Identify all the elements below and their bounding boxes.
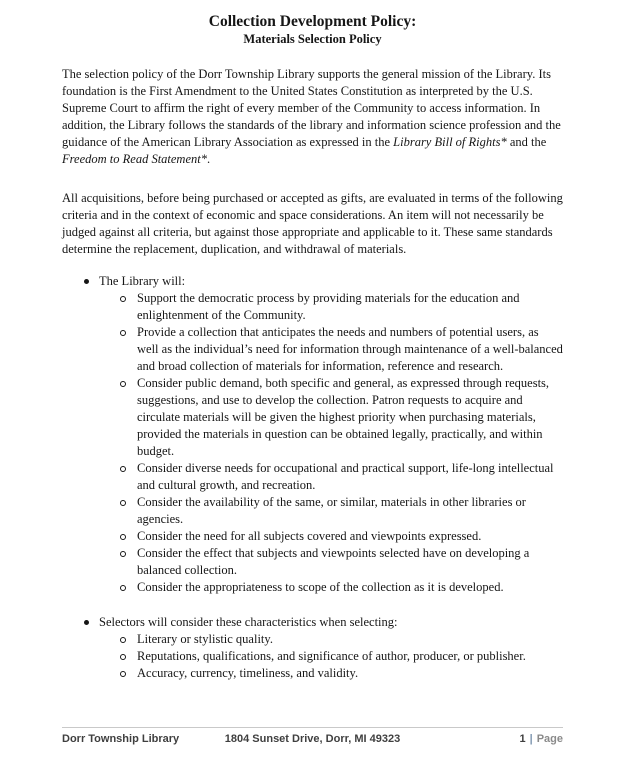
list-item: Literary or stylistic quality. — [62, 631, 563, 648]
bullet-label-selectors: Selectors will consider these characteristics when selecting: — [62, 614, 563, 631]
list-item: Reputations, qualifications, and significance of author, producer, or publisher. — [62, 648, 563, 665]
library-will-list — [62, 290, 563, 596]
footer-library-name: Dorr Township Library — [62, 733, 180, 745]
bullet-label-library-will: The Library will: — [62, 273, 563, 290]
document-subtitle: Materials Selection Policy — [243, 32, 382, 46]
text-segment: The selection policy of the Dorr Township Library supports the general mission of the Library. Its foundation is the First Amendment to the United States Constitution as interpreted by the U.S. Supreme Court to affirm the right of every member of the Community to access information. In addition, the Library follows the standards of the library and information science profession and the guidance of the American Library Association as expressed in the — [62, 67, 561, 149]
footer-separator: | — [529, 733, 533, 745]
selectors-section — [62, 614, 563, 682]
italic-title-library-bill-of-rights: Library Bill of Rights* — [393, 135, 507, 149]
list-item: Accuracy, currency, timeliness, and validity. — [62, 665, 563, 682]
criteria-paragraph: All acquisitions, before being purchased or accepted as gifts, are evaluated in terms of the following criteria and in the context of economic and space considerations. An item will not necessarily be judged against all criteria, but against those appropriate and applicable to it. These same standards determine the replacement, duplication, and withdrawal of materials. — [62, 191, 563, 256]
italic-title-freedom-to-read: Freedom to Read Statement* — [62, 152, 207, 166]
library-will-section — [62, 273, 563, 596]
list-item: Consider the availability of the same, or similar, materials in other libraries or agencies. — [62, 494, 563, 528]
list-item: Support the democratic process by providing materials for the education and enlightenment of the Community. — [62, 290, 563, 324]
document-title: Collection Development Policy: — [208, 13, 417, 30]
footer-page-number: 1 — [519, 733, 526, 745]
text-segment: . — [206, 152, 211, 166]
footer-page-indicator — [400, 732, 563, 746]
list-item: Consider the appropriateness to scope of the collection as it is developed. — [62, 579, 563, 596]
list-item: Consider the effect that subjects and viewpoints selected have on developing a balanced collection. — [62, 545, 563, 579]
page-footer — [62, 727, 563, 746]
list-item: Provide a collection that anticipates the needs and numbers of potential users, as well as the individual’s need for information through maintenance of a well-balanced and broad collection of materials for information, reference and research. — [62, 324, 563, 375]
selectors-list — [62, 631, 563, 682]
intro-paragraph — [62, 66, 563, 168]
footer-address: 1804 Sunset Drive, Dorr, MI 49323 — [224, 733, 401, 745]
list-item: Consider public demand, both specific and general, as expressed through requests, suggestions, and use to develop the collection. Patron requests to acquire and circulate materials will be given the highest priority when purchasing materials, provided the materials in question can be obtained legally, practically, and within budget. — [62, 375, 563, 460]
text-segment: and the — [506, 135, 547, 149]
footer-page-label: Page — [536, 733, 564, 745]
list-item: Consider diverse needs for occupational and practical support, life-long intellectual and cultural growth, and recreation. — [62, 460, 563, 494]
list-item: Consider the need for all subjects covered and viewpoints expressed. — [62, 528, 563, 545]
